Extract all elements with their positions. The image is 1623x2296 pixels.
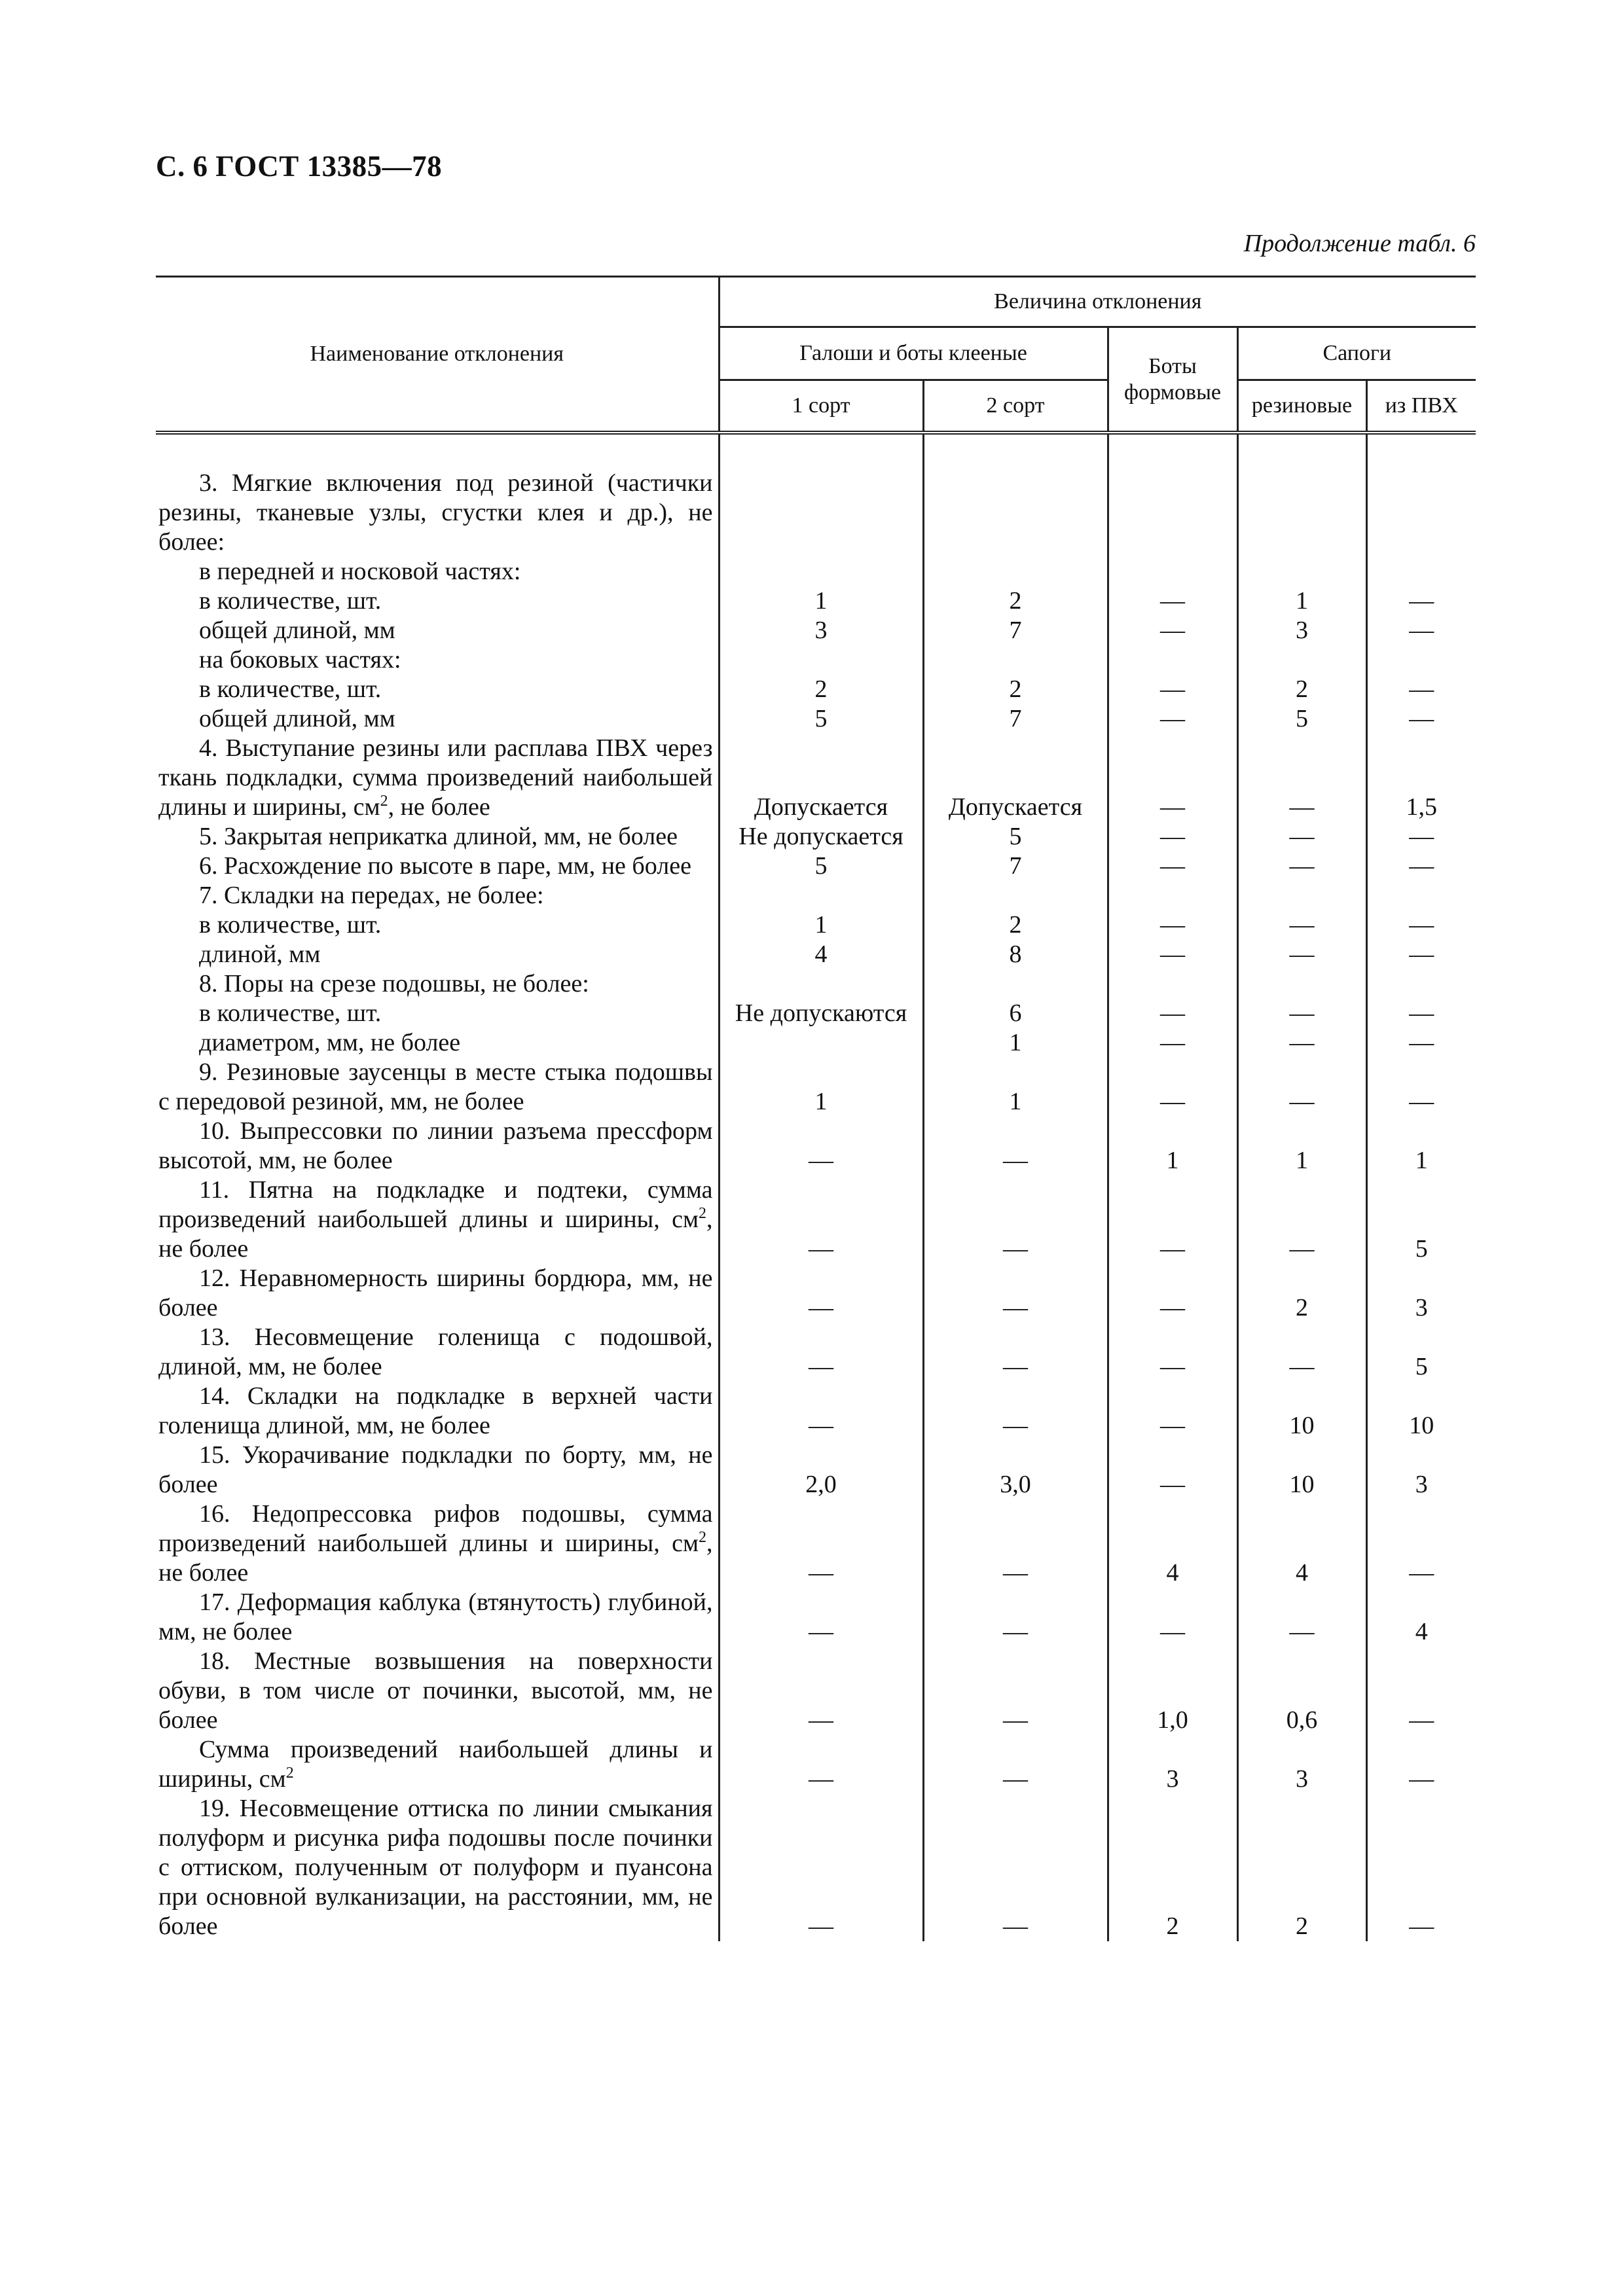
col-header-pvc: из ПВХ [1366, 380, 1476, 433]
row-value-cell: — [1108, 1264, 1237, 1323]
row-value-cell: 5 [719, 704, 923, 734]
row-description: общей длиной, мм [156, 616, 719, 645]
row-value-cell: — [719, 1735, 923, 1794]
row-value-cell: — [923, 1735, 1108, 1794]
row-value-cell [923, 881, 1108, 910]
row-value-cell [1366, 881, 1476, 910]
col-group-sapogi: Сапоги [1237, 327, 1476, 380]
row-value-cell [1366, 433, 1476, 557]
row-value-cell: — [1237, 1588, 1366, 1647]
row-value-cell: — [1108, 852, 1237, 881]
row-value-cell [1108, 881, 1237, 910]
row-value-cell: — [923, 1588, 1108, 1647]
row-value-cell [719, 1028, 923, 1058]
row-value-cell [923, 433, 1108, 557]
row-value-cell: 1,0 [1108, 1647, 1237, 1735]
table-row [156, 704, 1476, 734]
table-row [156, 1175, 1476, 1264]
row-value-cell: — [1108, 1588, 1237, 1647]
col-header-sort1: 1 сорт [719, 380, 923, 433]
row-value-cell: 3,0 [923, 1441, 1108, 1499]
table-row [156, 910, 1476, 940]
row-value-cell: 0,6 [1237, 1647, 1366, 1735]
row-value-cell [1108, 645, 1237, 675]
row-value-cell: — [1366, 940, 1476, 969]
table-row [156, 586, 1476, 616]
row-description-text: 11. Пятна на подкладке и подтеки, сумма произведений наибольшей длины и ширины, см [158, 1176, 713, 1233]
unit-superscript: 2 [380, 793, 388, 810]
row-value-cell: 1 [1237, 1117, 1366, 1175]
row-value-cell [719, 881, 923, 910]
row-value-cell [1237, 969, 1366, 999]
row-value-cell: 2,0 [719, 1441, 923, 1499]
row-value-cell: — [1366, 910, 1476, 940]
row-value-cell: 1 [1108, 1117, 1237, 1175]
table-row [156, 1588, 1476, 1647]
table-row [156, 675, 1476, 704]
row-value-cell: — [1108, 822, 1237, 852]
row-value-cell: — [1237, 1175, 1366, 1264]
row-value-cell: — [923, 1647, 1108, 1735]
row-value-cell: — [1108, 616, 1237, 645]
row-description-text: 16. Недопрессовка рифов подошвы, сумма произведений наибольшей длины и ширины, см [158, 1500, 713, 1557]
row-value-cell [1237, 881, 1366, 910]
row-value-cell: 2 [1237, 1264, 1366, 1323]
row-value-cell: — [1366, 1735, 1476, 1794]
row-description [156, 1499, 719, 1588]
row-value-cell: — [719, 1499, 923, 1588]
row-description: 14. Складки на подкладке в верхней части голенища длиной, мм, не более [156, 1382, 719, 1441]
row-value-cell: — [719, 1175, 923, 1264]
row-value-cell: — [1366, 1058, 1476, 1117]
row-value-cell: — [1366, 1647, 1476, 1735]
row-value-cell: 3 [1366, 1441, 1476, 1499]
row-value-cell [1237, 433, 1366, 557]
row-value-cell: — [1108, 675, 1237, 704]
table-row [156, 881, 1476, 910]
row-value-cell [719, 557, 923, 586]
table-header [156, 277, 1476, 433]
row-value-cell [1237, 557, 1366, 586]
row-description: 18. Местные возвышения на поверхности обуви, в том числе от починки, высотой, мм, не более [156, 1647, 719, 1735]
col-group-galoshes: Галоши и боты клееные [719, 327, 1108, 380]
row-description: диаметром, мм, не более [156, 1028, 719, 1058]
row-value-cell: — [1108, 734, 1237, 822]
table-row [156, 433, 1476, 557]
row-value-cell: 3 [1237, 616, 1366, 645]
row-value-cell: 2 [1237, 675, 1366, 704]
row-value-cell: 2 [923, 910, 1108, 940]
row-value-cell: — [1108, 1382, 1237, 1441]
row-value-cell: 10 [1237, 1382, 1366, 1441]
row-value-cell: 4 [1108, 1499, 1237, 1588]
row-value-cell: — [719, 1382, 923, 1441]
row-description: общей длиной, мм [156, 704, 719, 734]
table-row [156, 1117, 1476, 1175]
row-value-cell: — [1237, 1058, 1366, 1117]
row-value-cell [923, 969, 1108, 999]
row-value-cell: 2 [923, 675, 1108, 704]
row-value-cell: — [719, 1117, 923, 1175]
col-group-deviation-value: Величина отклонения [719, 277, 1476, 327]
row-description: 9. Резиновые заусенцы в месте стыка подошвы с передовой резиной, мм, не более [156, 1058, 719, 1117]
table-row [156, 616, 1476, 645]
row-value-cell: 7 [923, 616, 1108, 645]
row-description [156, 1175, 719, 1264]
row-value-cell: 7 [923, 852, 1108, 881]
table-row [156, 940, 1476, 969]
row-value-cell: — [1366, 704, 1476, 734]
row-value-cell [1108, 557, 1237, 586]
row-value-cell: Не допускаются [719, 999, 923, 1028]
row-value-cell: — [923, 1382, 1108, 1441]
row-value-cell: — [1366, 1499, 1476, 1588]
table-row [156, 1794, 1476, 1941]
row-value-cell: 5 [1237, 704, 1366, 734]
row-value-cell: — [1366, 1028, 1476, 1058]
col-header-rubber: резиновые [1237, 380, 1366, 433]
row-value-cell: 2 [1237, 1794, 1366, 1941]
row-value-cell: 1 [923, 1058, 1108, 1117]
table-row [156, 1028, 1476, 1058]
row-value-cell: — [1108, 910, 1237, 940]
table-row [156, 1499, 1476, 1588]
row-description-text: Сумма произведений наибольшей длины и ширины, см [158, 1736, 713, 1793]
row-description: 7. Складки на передах, не более: [156, 881, 719, 910]
row-description: 19. Несовмещение оттиска по линии смыкания полуформ и рисунка рифа подошвы после починки с оттиском, полученным от полуформ и пуансона при основной вулканизации, на расстоянии, мм, не более [156, 1794, 719, 1941]
row-value-cell: — [1237, 1028, 1366, 1058]
row-value-cell: — [1237, 852, 1366, 881]
row-value-cell: 10 [1366, 1382, 1476, 1441]
row-value-cell: 7 [923, 704, 1108, 734]
row-description-suffix: , не более [388, 793, 490, 821]
row-value-cell [719, 645, 923, 675]
row-value-cell: — [719, 1588, 923, 1647]
row-description: 3. Мягкие включения под резиной (частички резины, тканевые узлы, сгустки клея и др.), не более: [156, 433, 719, 557]
row-description: в количестве, шт. [156, 910, 719, 940]
row-value-cell: Допускается [719, 734, 923, 822]
row-value-cell: — [1108, 1175, 1237, 1264]
row-value-cell: 10 [1237, 1441, 1366, 1499]
row-value-cell: — [1108, 999, 1237, 1028]
row-value-cell: 4 [1366, 1588, 1476, 1647]
row-value-cell: — [1108, 1323, 1237, 1382]
col-header-sort2: 2 сорт [923, 380, 1108, 433]
row-value-cell [1108, 433, 1237, 557]
row-value-cell: — [1237, 999, 1366, 1028]
row-value-cell: — [923, 1264, 1108, 1323]
table-row [156, 1735, 1476, 1794]
row-description: в передней и носковой частях: [156, 557, 719, 586]
table-body [156, 433, 1476, 1941]
row-value-cell [719, 969, 923, 999]
table-row [156, 1323, 1476, 1382]
row-value-cell: — [719, 1264, 923, 1323]
row-value-cell: 8 [923, 940, 1108, 969]
row-value-cell: — [719, 1794, 923, 1941]
row-value-cell: 2 [1108, 1794, 1237, 1941]
row-value-cell: 3 [1237, 1735, 1366, 1794]
row-value-cell: 4 [719, 940, 923, 969]
deviation-table [156, 276, 1476, 1941]
row-value-cell: — [1366, 999, 1476, 1028]
row-value-cell: — [1108, 586, 1237, 616]
row-value-cell [1366, 645, 1476, 675]
row-value-cell: 2 [719, 675, 923, 704]
row-description: 12. Неравномерность ширины бордюра, мм, не более [156, 1264, 719, 1323]
table-row [156, 1647, 1476, 1735]
row-value-cell [1237, 645, 1366, 675]
row-value-cell [1366, 557, 1476, 586]
row-description: 17. Деформация каблука (втянутость) глубиной, мм, не более [156, 1588, 719, 1647]
row-value-cell: Не допускается [719, 822, 923, 852]
row-value-cell: 5 [1366, 1323, 1476, 1382]
unit-superscript: 2 [285, 1765, 294, 1782]
table-row [156, 1058, 1476, 1117]
row-description-text: 4. Выступание резины или расплава ПВХ через ткань подкладки, сумма произведений наибольшей длины и ширины, см [158, 734, 713, 821]
row-value-cell: — [923, 1117, 1108, 1175]
row-value-cell: 1 [1237, 586, 1366, 616]
row-value-cell: 5 [719, 852, 923, 881]
table-continuation-label: Продолжение табл. 6 [1243, 230, 1476, 257]
row-value-cell: Допускается [923, 734, 1108, 822]
row-value-cell: 5 [923, 822, 1108, 852]
table-row [156, 1382, 1476, 1441]
table-row [156, 852, 1476, 881]
table-row [156, 969, 1476, 999]
col-header-boty-formovye: Боты формовые [1108, 327, 1237, 433]
row-description: 13. Несовмещение голенища с подошвой, длиной, мм, не более [156, 1323, 719, 1382]
row-description-suffix: , не более [158, 1530, 713, 1587]
row-value-cell: — [1366, 822, 1476, 852]
row-value-cell [1366, 969, 1476, 999]
row-value-cell: — [923, 1175, 1108, 1264]
row-value-cell: 1,5 [1366, 734, 1476, 822]
row-description: в количестве, шт. [156, 675, 719, 704]
table-row [156, 645, 1476, 675]
row-value-cell: — [719, 1647, 923, 1735]
unit-superscript: 2 [699, 1205, 706, 1222]
row-value-cell: — [1237, 940, 1366, 969]
row-value-cell [923, 645, 1108, 675]
row-value-cell: — [1108, 1058, 1237, 1117]
row-value-cell: 1 [719, 910, 923, 940]
row-value-cell: — [923, 1794, 1108, 1941]
table-row [156, 1264, 1476, 1323]
row-value-cell: 1 [719, 586, 923, 616]
row-description: 10. Выпрессовки по линии разъема прессформ высотой, мм, не более [156, 1117, 719, 1175]
row-value-cell: 1 [1366, 1117, 1476, 1175]
row-value-cell: — [719, 1323, 923, 1382]
row-value-cell: 2 [923, 586, 1108, 616]
row-value-cell: 3 [1108, 1735, 1237, 1794]
table-row [156, 557, 1476, 586]
row-value-cell: — [923, 1323, 1108, 1382]
row-value-cell: — [1366, 616, 1476, 645]
row-value-cell: 5 [1366, 1175, 1476, 1264]
row-value-cell: — [923, 1499, 1108, 1588]
col-header-name: Наименование отклонения [156, 277, 719, 433]
row-description [156, 1735, 719, 1794]
row-description: длиной, мм [156, 940, 719, 969]
table-row [156, 999, 1476, 1028]
row-value-cell: — [1366, 586, 1476, 616]
row-value-cell: — [1366, 1794, 1476, 1941]
row-value-cell [719, 433, 923, 557]
row-value-cell: 1 [923, 1028, 1108, 1058]
row-description: в количестве, шт. [156, 999, 719, 1028]
row-description: 15. Укорачивание подкладки по борту, мм, не более [156, 1441, 719, 1499]
row-description: 5. Закрытая неприкатка длиной, мм, не более [156, 822, 719, 852]
row-value-cell [1108, 969, 1237, 999]
row-description: на боковых частях: [156, 645, 719, 675]
row-description: в количестве, шт. [156, 586, 719, 616]
row-value-cell: 4 [1237, 1499, 1366, 1588]
row-value-cell: — [1237, 910, 1366, 940]
row-value-cell: 3 [1366, 1264, 1476, 1323]
table-row [156, 734, 1476, 822]
row-value-cell: — [1366, 675, 1476, 704]
table-row [156, 1441, 1476, 1499]
row-value-cell: 6 [923, 999, 1108, 1028]
table-row [156, 822, 1476, 852]
row-value-cell: — [1237, 822, 1366, 852]
row-value-cell: — [1108, 940, 1237, 969]
row-value-cell: — [1108, 1441, 1237, 1499]
row-description [156, 734, 719, 822]
row-value-cell: 1 [719, 1058, 923, 1117]
row-description: 6. Расхождение по высоте в паре, мм, не более [156, 852, 719, 881]
row-value-cell: — [1108, 1028, 1237, 1058]
row-value-cell: — [1366, 852, 1476, 881]
row-value-cell [923, 557, 1108, 586]
row-value-cell: — [1108, 704, 1237, 734]
row-description-suffix: , не более [158, 1206, 713, 1263]
row-description: 8. Поры на срезе подошвы, не более: [156, 969, 719, 999]
row-value-cell: — [1237, 734, 1366, 822]
page-header: С. 6 ГОСТ 13385—78 [156, 150, 443, 183]
unit-superscript: 2 [699, 1529, 706, 1546]
row-value-cell: 3 [719, 616, 923, 645]
row-value-cell: — [1237, 1323, 1366, 1382]
